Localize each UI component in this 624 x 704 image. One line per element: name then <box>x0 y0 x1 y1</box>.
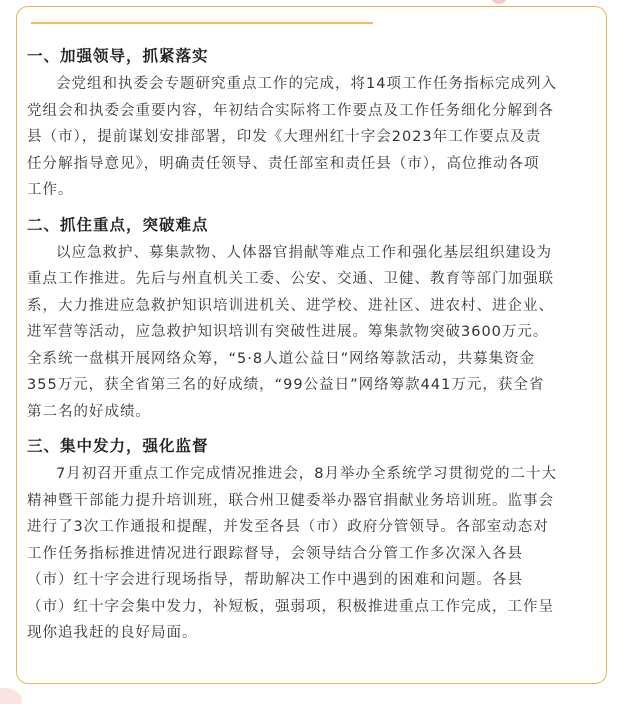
decorative-dot-bottom <box>0 688 22 704</box>
paragraph-line: 进行了3次工作通报和提醒，并发至各县（市）政府分管领导。各部室动态对 <box>27 519 549 535</box>
paragraph-line: 第二名的好成绩。 <box>27 403 151 420</box>
section-paragraph-2 <box>27 240 597 426</box>
paragraph-line: 会党组和执委会专题研究重点工作的完成，将14项工作任务指标完成列入 <box>56 76 557 92</box>
section-heading-3: 三、集中发力，强化监督 <box>27 437 209 455</box>
paragraph-line: 党组会和执委会重要内容，年初结合实际将工作要点及工作任务细化分解到各 <box>27 102 554 119</box>
section-paragraph-1 <box>27 71 597 204</box>
paragraph-line: 7月初召开重点工作完成情况推进会，8月举办全系统学习贯彻党的二十大 <box>56 466 557 482</box>
section-paragraph-3 <box>27 461 597 647</box>
paragraph-line: 任分解指导意见》，明确责任领导、责任部室和责任县（市），高位推动各项 <box>27 155 540 172</box>
paragraph-line: 355万元，获全省第三名的好成绩，“99公益日”网络筹款441万元，获全省 <box>27 377 545 393</box>
paragraph-line: 工作任务指标推进情况进行跟踪督导，会领导结合分管工作多次深入各县 <box>27 545 523 562</box>
section-heading-2: 二、抓住重点，突破难点 <box>27 215 209 234</box>
paragraph-line: 现你追我赶的良好局面。 <box>27 625 198 641</box>
paragraph-line: （市）红十字会进行现场指导，帮助解决工作中遇到的困难和问题。各县 <box>27 572 523 588</box>
section-heading-1: 一、加强领导，抓紧落实 <box>27 47 209 65</box>
paragraph-line: 重点工作推进。先后与州直机关工委、公安、交通、卫健、教育等部门加强联 <box>27 271 554 287</box>
article-content <box>27 41 597 653</box>
paragraph-line: 系，大力推进应急救护知识培训进机关、进学校、进社区、进农村、进企业、 <box>27 297 554 314</box>
paragraph-line: （市）红十字会集中发力，补短板，强弱项，积极推进重点工作完成，工作呈 <box>27 598 554 615</box>
article-panel <box>16 6 607 684</box>
paragraph-line: 工作。 <box>27 182 74 198</box>
paragraph-line: 县（市），提前谋划安排部署，印发《大理州红十字会2023年工作要点及责 <box>27 129 542 145</box>
paragraph-line: 全系统一盘棋开展网络众筹，“5·8人道公益日”网络筹款活动，共募集资金 <box>27 350 536 367</box>
paragraph-line: 进军营等活动，应急救护知识培训有突破性进展。筹集款物突破3600万元。 <box>27 324 549 340</box>
decorative-dot-top <box>492 0 506 4</box>
top-divider <box>31 22 373 24</box>
paragraph-line: 精神暨干部能力提升培训班，联合州卫健委举办器官捐献业务培训班。监事会 <box>27 492 554 509</box>
paragraph-line: 以应急救护、募集款物、人体器官捐献等难点工作和强化基层组织建设为 <box>56 244 552 261</box>
